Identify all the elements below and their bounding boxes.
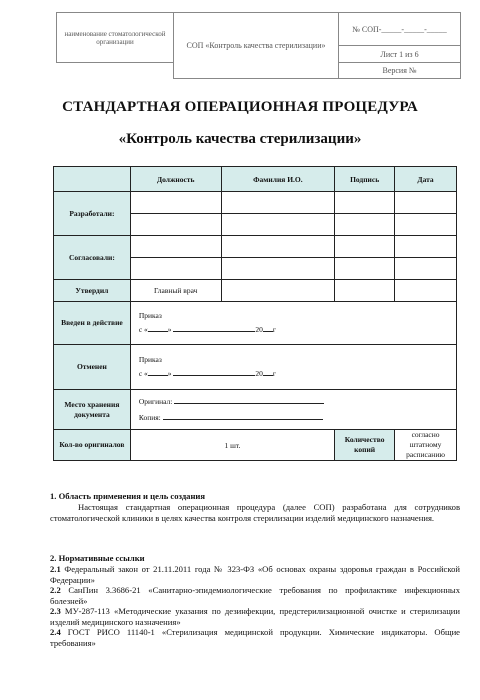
reference-item: 2.2 СанПин 3.3686-21 «Санитарно-эпидемиологические требования по профилактике инфекционных болезней» xyxy=(50,585,460,606)
section-1-text: Настоящая стандартная операционная процедура (далее СОП) разработана для сотрудников стоматологической клиники в целях качества контроля стерилизации изделий медицинского назначения. xyxy=(50,502,460,523)
cancelled-order-date: с « » 20 г xyxy=(138,369,276,378)
sop-number: № СОП-_____-_____-_____ xyxy=(339,13,461,46)
chief-doctor: Главный врач xyxy=(130,280,221,302)
cancelled-label: Отменен xyxy=(54,345,131,390)
col-signature: Подпись xyxy=(335,167,395,192)
references-list xyxy=(50,564,460,648)
original-location: Оригинал: xyxy=(139,394,456,410)
introduced-order-date: с « » 20 г xyxy=(138,325,276,334)
document-subtitle: «Контроль качества стерилизации» xyxy=(118,131,362,147)
reference-item: 2.4 ГОСТ РИСО 11140-1 «Стерилизация медицинской продукции. Химические индикаторы. Общие требования» xyxy=(50,627,460,648)
copies-count-value: согласно штатному расписанию xyxy=(395,430,457,461)
section-1-title: 1. Область применения и цель создания xyxy=(50,491,206,501)
agreed-label: Согласовали: xyxy=(54,236,131,280)
approval-table xyxy=(53,166,457,461)
approved-label: Утвердил xyxy=(54,280,131,302)
col-position: Должность xyxy=(130,167,221,192)
sop-title: СОП «Контроль качества стерилизации» xyxy=(174,13,339,79)
section-2-title: 2. Нормативные ссылки xyxy=(50,553,145,563)
developed-label: Разработали: xyxy=(54,192,131,236)
reference-item: 2.1 Федеральный закон от 21.11.2011 года № 323-ФЗ «Об основах охраны здоровья граждан в Российской Федерации» xyxy=(50,564,460,585)
reference-item: 2.3 МУ-287-113 «Методические указания по дезинфекции, предстерилизационной очистке и стерилизации изделий медицинского назначения» xyxy=(50,606,460,627)
originals-count-value: 1 шт. xyxy=(130,430,334,461)
copy-location: Копия: xyxy=(139,410,456,426)
introduced-label: Введен в действие xyxy=(54,302,131,345)
version-number: Версия № xyxy=(339,63,461,79)
originals-count-label: Кол-во оригиналов xyxy=(54,430,131,461)
cancelled-order: Приказ xyxy=(138,355,162,364)
col-name: Фамилия И.О. xyxy=(221,167,335,192)
copies-count-label: Количество копий xyxy=(335,430,395,461)
sheet-number: Лист 1 из 6 xyxy=(339,46,461,63)
org-name: наименование стоматологической организации xyxy=(57,13,174,63)
document-header xyxy=(56,12,461,79)
col-date: Дата xyxy=(395,167,457,192)
document-title: СТАНДАРТНАЯ ОПЕРАЦИОННАЯ ПРОЦЕДУРА xyxy=(62,99,418,115)
storage-label: Место хранения документа xyxy=(54,390,131,430)
introduced-order: Приказ xyxy=(138,311,162,320)
